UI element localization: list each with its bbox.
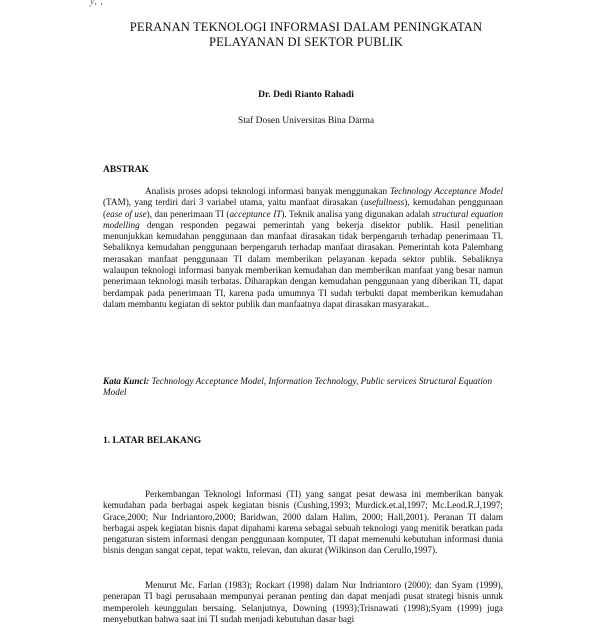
abstract-text: (TAM), yang terdiri dari 3 variabel utama, yaitu manfaat dirasakan ( xyxy=(103,197,364,208)
section-heading-latar-belakang: 1. LATAR BELAKANG xyxy=(103,436,202,446)
body-paragraph-2-text: Menurut Mc. Farlan (1983); Rockart (1998) dalam Nur Indriantoro (2000); dan Syam (1999), penerapan TI bagi perusahaan mempunyai peranan penting dan dapat menjadi pusat strategi bisnis untuk memperoleh keunggulan bersaing. Selanjutnya, Downing (1993);Trisnawati (1998);Syam (1999) juga menyebutkan bahwa saat ini TI sudah menjadi kebutuhan dasar bagi xyxy=(103,580,503,624)
page-top-fragment: y, , xyxy=(90,0,104,7)
abstract-text: ). Teknik analisa yang digunakan adalah xyxy=(281,208,433,219)
keywords-text: Technology Acceptance Model, Information Technology, Public services Structural Equation Model xyxy=(103,376,493,398)
abstract-text: dengan responden pegawai pemerintah yang bekerja disektor publik. Hasil penelitian menunjukkan kemudahan penggunaan dan manfaat dirasakan tidak berpengaruh terhadap penerimaan TI. Sebaliknya kemudahan penggunaan berpengaruh terhadap manfaat dirasakan. Pemerintah kota Palembang merasakan manfaat penggunaan TI dalam memberikan pelayanan kepada sektor publik. Sebaliknya walaupun teknologi informasi banyak memberikan kemudahan dan memberikan manfaat yang besar namun penerimaan teknologi masih terbatas. Diharapkan dengan kemudahan penggunaan yang diberikan TI, dapat berdampak pada penerimaan TI, karena pada umumnya TI sudah terbukti dapat memberikan kemudahan dalam membantu kegiatan di sektor publik dan manfaatnya dapat dirasakan masyarakat.. xyxy=(103,219,503,309)
title-line-2: PELAYANAN DI SEKTOR PUBLIK xyxy=(209,35,403,49)
author-affiliation: Staf Dosen Universitas Bina Darma xyxy=(237,116,375,126)
abstract-term: ease of use xyxy=(106,208,147,219)
abstract-term: structural equation modelling xyxy=(103,208,503,230)
keywords xyxy=(103,376,503,399)
abstract-text: Analisis proses adopsi teknologi informasi banyak menggunakan xyxy=(145,186,390,196)
abstract-body xyxy=(103,186,503,310)
body-paragraph-1-text: Perkembangan Teknologi Informasi (TI) yang sangat pesat dewasa ini memberikan banyak kemudahan pada berbagai aspek kegiatan bisnis (Cushing,1993; Murdick.et.al,1997; Mc.Leod.R.J,1997; Grace,2000; Nur Indriantoro,2000; Baridwan, 2000 dalam Halim, 2000; Hall,2001). Peranan TI dalam berbagai aspek kegiatan bisnis dapat dipahami karena sebagai sebuah teknologi yang menitik beratkan pada pengaturan sistem informasi dengan penggunaan komputer, TI dapat memenuhi kebutuhan informasi dunia bisnis dengan sangat cepat, tepat waktu, relevan, dan akurat (Wilkinson dan Cerullo,1997). xyxy=(103,489,503,556)
abstract-term: usefullness xyxy=(363,197,405,208)
title-line-1: PERANAN TEKNOLOGI INFORMASI DALAM PENINGKATAN xyxy=(129,20,483,34)
body-paragraph-2 xyxy=(103,580,503,625)
abstract-text: ), dan penerimaan TI ( xyxy=(146,208,230,219)
body-paragraph-1 xyxy=(103,489,503,557)
abstract-paragraph xyxy=(103,186,503,310)
abstract-heading: ABSTRAK xyxy=(103,165,149,175)
abstract-text: ), kemudahan penggunaan ( xyxy=(103,197,503,219)
abstract-term: Technology Acceptance Model xyxy=(389,186,503,196)
abstract-term: acceptance IT xyxy=(229,208,282,219)
keywords-label: Kata Kunci: xyxy=(103,376,150,386)
author-name: Dr. Dedi Rianto Rahadi xyxy=(258,90,354,100)
paper-title xyxy=(60,20,552,50)
